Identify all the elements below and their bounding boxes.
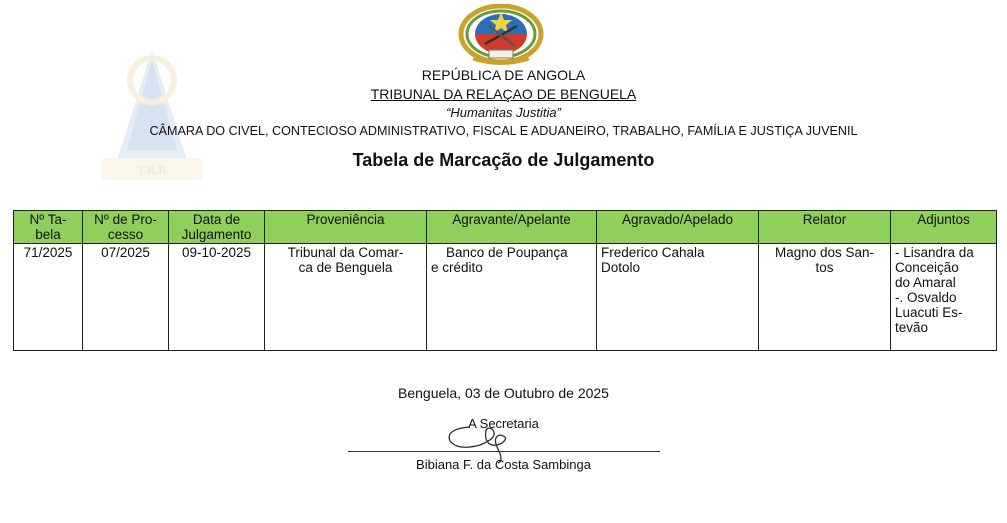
table-header-row — [14, 211, 997, 244]
table-cell: Banco de Poupança e crédito — [427, 244, 597, 351]
header-motto: “Humanitas Justitia” — [446, 105, 561, 120]
table-cell: 07/2025 — [83, 244, 169, 351]
column-header: Nº Ta- bela — [14, 211, 83, 244]
table-cell: Frederico Cahala Dotolo — [597, 244, 759, 351]
signatory-role: A Secretaria — [468, 416, 539, 431]
table-cell: - Lisandra da Conceição do Amaral -. Osvaldo Luacuti Es- tevão — [891, 244, 997, 351]
header-chamber: CÂMARA DO CIVEL, CONTECIOSO ADMINISTRATIVO, FISCAL E ADUANEIRO, TRABALHO, FAMÍLIA E JUSTIÇA JUVENIL — [149, 124, 858, 138]
column-header: Agravado/Apelado — [597, 211, 759, 244]
judgment-schedule-table — [13, 210, 997, 351]
signatory-name: Bibiana F. da Costa Sambinga — [416, 457, 591, 472]
signature-line — [348, 451, 660, 452]
table-row — [14, 244, 997, 351]
column-header: Agravante/Apelante — [427, 211, 597, 244]
table-cell: Magno dos San- tos — [759, 244, 891, 351]
column-header: Adjuntos — [891, 211, 997, 244]
table-cell: Tribunal da Comar- ca de Benguela — [265, 244, 427, 351]
header-court: TRIBUNAL DA RELAÇAO DE BENGUELA — [370, 86, 637, 102]
column-header: Data de Julgamento — [169, 211, 265, 244]
angola-coat-of-arms-icon — [455, 4, 547, 66]
header-republic: REPÚBLICA DE ANGOLA — [421, 67, 586, 83]
column-header: Nº de Pro- cesso — [83, 211, 169, 244]
table-cell: 71/2025 — [14, 244, 83, 351]
page-title: Tabela de Marcação de Julgamento — [352, 150, 655, 170]
column-header: Proveniência — [265, 211, 427, 244]
place-and-date: Benguela, 03 de Outubro de 2025 — [398, 385, 609, 401]
column-header: Relator — [759, 211, 891, 244]
table-cell: 09-10-2025 — [169, 244, 265, 351]
watermark-text: T.R.B — [137, 163, 167, 177]
